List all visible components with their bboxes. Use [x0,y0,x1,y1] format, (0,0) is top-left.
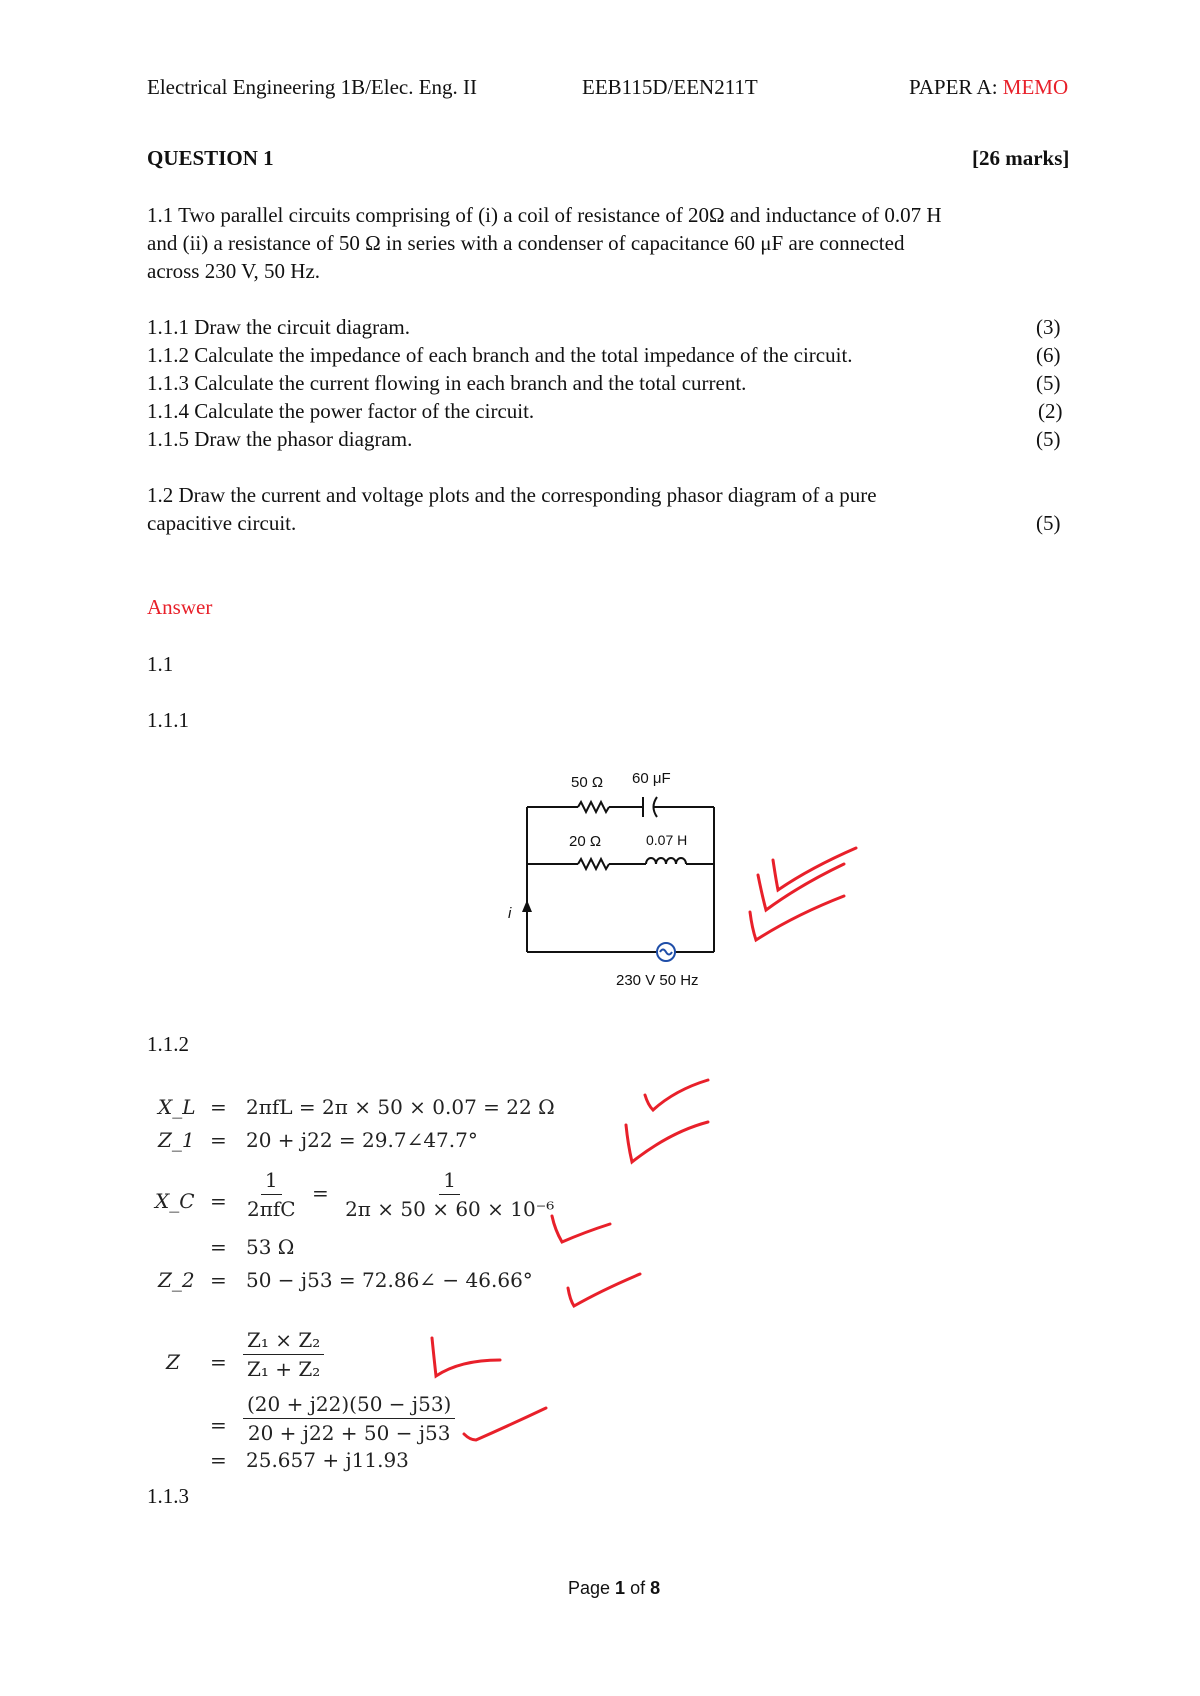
question-marks: [26 marks] [972,146,1070,170]
eq-z-den1: Z₁ + Z₂ [247,1357,321,1381]
eq-z1-equals: = [210,1128,227,1152]
label-r2: 20 Ω [569,833,602,850]
circuit-diagram [500,760,760,1000]
eq-z2-equals: = [210,1268,227,1292]
q12-line-1: 1.2 Draw the current and voltage plots and the corresponding phasor diagram of a pure [147,483,877,507]
eq-z2-lhs: Z_2 [158,1268,195,1292]
page-total: 8 [650,1578,661,1598]
subq-1-1-5: 1.1.5 Draw the phasor diagram. [147,427,413,451]
subq-1-1-5-marks: (5) [1036,427,1061,451]
answer-1-1: 1.1 [147,652,174,676]
header-code: EEB115D/EEN211T [582,75,758,99]
label-current: i [508,905,512,922]
subq-1-1-3-marks: (5) [1036,371,1061,395]
page-footer: Page 1 of 8 [568,1578,661,1598]
eq-xc-equals: = [210,1189,227,1213]
eq-z-num1: Z₁ × Z₂ [243,1328,324,1355]
tick-icon [758,864,844,910]
q12-line-2: capacitive circuit. [147,511,297,535]
eq-z2-rhs: 50 − j53 = 72.86∠ − 46.66° [246,1268,533,1292]
tick-icon [626,1122,708,1162]
question-title: QUESTION 1 [147,146,274,170]
intro-line-3: across 230 V, 50 Hz. [147,259,321,283]
subq-1-1-1: 1.1.1 Draw the circuit diagram. [147,315,410,339]
tick-icon [432,1338,500,1376]
eq-xc-frac1: $\frac{1}{\text{2πfC}}$ [247,1168,296,1221]
header-course: Electrical Engineering 1B/Elec. Eng. II [147,75,478,99]
tick-marks-xl-z1 [540,1070,740,1170]
label-r1: 50 Ω [571,774,604,791]
subq-1-1-2-marks: (6) [1036,343,1061,367]
header-paper-prefix: PAPER A: [909,75,1003,99]
eq-z-equals-2: = [210,1413,227,1437]
tick-icon [552,1216,610,1242]
eq-xc-fractions: $\frac{1}{\text{2πfC}}$ = $\frac{1}{\text{2π × 50 × 60 × 10⁻⁶}}$ [243,1168,558,1221]
answer-1-1-2: 1.1.2 [147,1032,189,1056]
answer-1-1-1: 1.1.1 [147,708,189,732]
eq-z-equals-3: = [210,1448,227,1472]
subq-1-1-4-marks: (2) [1038,399,1063,423]
eq-z-den2: 20 + j22 + 50 − j53 [247,1421,451,1445]
eq-xl-lhs: X_L [158,1095,196,1119]
eq-z-lhs: Z [166,1350,180,1374]
tick-marks-circuit [740,840,860,970]
q12-marks: (5) [1036,511,1061,535]
eq-z-equals: = [210,1350,227,1374]
eq-z1-lhs: Z_1 [158,1128,195,1152]
eq-xc-lhs: X_C [155,1189,195,1213]
eq-z1-rhs: 20 + j22 = 29.7∠47.7° [246,1128,478,1152]
eq-xc-equals-2: = [210,1235,227,1259]
subq-1-1-3: 1.1.3 Calculate the current flowing in each branch and the total current. [147,371,747,395]
tick-marks-z [420,1330,560,1450]
page-number: 1 [615,1578,626,1598]
eq-z-frac1 [243,1328,324,1381]
answer-1-1-3: 1.1.3 [147,1484,189,1508]
intro-line-2: and (ii) a resistance of 50 Ω in series with a condenser of capacitance 60 μF are connected [147,231,905,255]
eq-xl-equals: = [210,1095,227,1119]
tick-icon [568,1274,640,1306]
intro-line-1: 1.1 Two parallel circuits comprising of (i) a coil of resistance of 20Ω and inductance of 0.07 H [147,203,942,227]
subq-1-1-4: 1.1.4 Calculate the power factor of the circuit. [147,399,535,423]
label-c: 60 μF [632,770,671,787]
label-source: 230 V 50 Hz [616,972,699,989]
tick-marks-xc-z2 [540,1190,660,1330]
current-arrow-icon [522,900,532,912]
subq-1-1-2: 1.1.2 Calculate the impedance of each branch and the total impedance of the circuit. [147,343,853,367]
subq-1-1-1-marks: (3) [1036,315,1061,339]
tick-icon [464,1408,546,1440]
eq-xc-value: 53 Ω [246,1235,295,1259]
answer-heading: Answer [147,595,213,619]
eq-xc-frac2: $\frac{1}{\text{2π × 50 × 60 × 10⁻⁶}}$ [345,1168,555,1221]
eq-z-value: 25.657 + j11.93 [246,1448,409,1472]
header-memo: MEMO [1002,75,1069,99]
eq-xl-rhs: 2πfL = 2π × 50 × 0.07 = 22 Ω [246,1095,555,1119]
label-l: 0.07 H [646,832,688,848]
tick-icon [645,1080,708,1110]
header-paper [909,73,1068,101]
eq-z-num2: (20 + j22)(50 − j53) [243,1392,455,1419]
tick-icon [773,848,856,890]
